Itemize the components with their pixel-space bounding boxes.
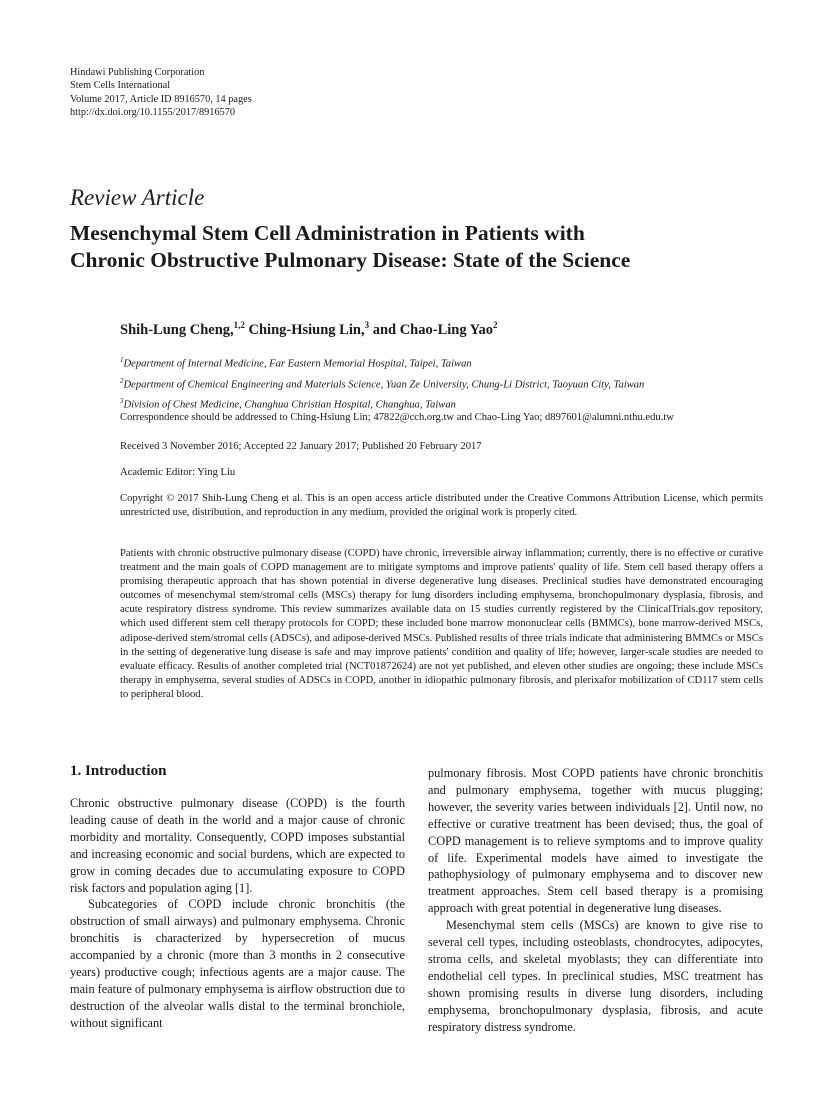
affiliation-number: 1 [120,356,124,364]
affiliation-number: 3 [120,397,124,406]
body-column-right [428,765,763,1036]
journal-header [70,66,252,120]
affiliations [120,352,644,414]
author-2: Ching-Hsiung Lin, [244,321,365,338]
title-line-2: Chronic Obstructive Pulmonary Disease: State of the Science [70,248,631,272]
affiliation-2 [120,373,644,394]
paragraph: pulmonary fibrosis. Most COPD patients have chronic bronchitis and pulmonary emphysema, together with mucus plugging; however, the severity varies between individuals [2]. Until now, no effective or curative treatment has been devised; thus, the goal of COPD management is to relieve symptoms and to improve quality of life. Experimental models have aimed to investigate the pathophysiology of pulmonary emphysema and to discover new treatment approaches. Stem cell based therapy is a promising approach with great potential in degenerative lung diseases. [428,766,763,916]
publisher-name: Hindawi Publishing Corporation [70,67,205,78]
affiliation-text: Department of Chemical Engineering and Materials Science, Yuan Ze University, Chung-Li District, Taoyuan City, Taiwan [123,379,645,391]
affiliation-number: 2 [120,376,124,385]
correspondence: Correspondence should be addressed to Ching-Hsiung Lin; 47822@cch.org.tw and Chao-Ling Yao; d897601@alumni.nthu.edu.tw [120,412,674,423]
volume-info: Volume 2017, Article ID 8916570, 14 pages [70,93,252,105]
affiliation-1 [120,352,644,373]
author-list [120,320,498,339]
doi-link[interactable]: http://dx.doi.org/10.1155/2017/8916570 [70,107,236,119]
body-column-left [70,795,405,1032]
journal-name: Stem Cells International [70,80,171,92]
section-heading-introduction: 1. Introduction [70,763,167,779]
affiliation-text: Department of Internal Medicine, Far Eastern Memorial Hospital, Taipei, Taiwan [123,358,472,370]
paper-title [70,220,770,274]
author-3-affil: 2 [493,320,498,330]
affiliation-text: Division of Chest Medicine, Changhua Christian Hospital, Changhua, Taiwan [123,400,456,411]
article-type: Review Article [70,185,205,210]
publication-dates: Received 3 November 2016; Accepted 22 January 2017; Published 20 February 2017 [120,441,482,452]
paragraph: Mesenchymal stem cells (MSCs) are known to give rise to several cell types, including osteoblasts, chondrocytes, adipocytes, stroma cells, and skeletal myoblasts; they can differentiate into endothelial cell types. In preclinical studies, MSC treatment has shown promising results in diverse lung disorders, including emphysema, bronchopulmonary dysplasia, fibrosis, and acute respiratory distress syndrome. [428,918,763,1034]
author-1-affil: 1,2 [233,320,245,330]
paragraph: Subcategories of COPD include chronic bronchitis (the obstruction of small airways) and pulmonary emphysema. Chronic bronchitis is characterized by hypersecretion of mucus accompanied by a chronic (more than 3 months in 2 consecutive years) productive cough; infectious agents are a major cause. The main feature of pulmonary emphysema is airflow obstruction due to destruction of the alveolar walls distal to the terminal bronchiole, without significant [70,897,405,1030]
abstract: Patients with chronic obstructive pulmonary disease (COPD) have chronic, irreversible airway inflammation; currently, there is no effective or curative treatment and the main goals of COPD management are to mitigate symptoms and improve patients' quality of life. Stem cell based therapy offers a promising therapeutic approach that has shown potential in diverse degenerative lung diseases. Preclinical studies have demonstrated encouraging outcomes of mesenchymal stem/stromal cells (MSCs) therapy for lung disorders including emphysema, bronchopulmonary dysplasia, fibrosis, and acute respiratory distress syndrome. This review summarizes available data on 15 studies currently registered by the ClinicalTrials.gov repository, which used different stem cell therapy protocols for COPD; these included bone marrow mononuclear cells (BMMCs), bone marrow-derived MSCs, adipose-derived stem/stromal cells (ADSCs), and adipose-derived MSCs. Published results of three trials indicate that administering BMMCs or MSCs in the setting of degenerative lung disease is safe and may improve patients' condition and quality of life; however, larger-scale studies are needed to evaluate efficacy. Results of another completed trial (NCT01872624) are not yet published, and eleven other studies are ongoing; these include MSCs therapy in emphysema, several studies of ADSCs in COPD, another in idiopathic pulmonary fibrosis, and plerixafor mobilization of CD117 stem cells to peripheral blood. [120,548,763,700]
paragraph: Chronic obstructive pulmonary disease (COPD) is the fourth leading cause of death in the world and a major cause of chronic morbidity and mortality. Consequently, COPD imposes substantial and increasing economic and social burdens, which are expected to grow in coming decades due to accumulating exposure to COPD risk factors and population aging [1]. [70,796,405,895]
author-2-affil: 3 [364,320,370,330]
author-3: and Chao-Ling Yao [369,321,494,338]
copyright-notice: Copyright © 2017 Shih-Lung Cheng et al. This is an open access article distributed under the Creative Commons Attribution License, which permits unrestricted use, distribution, and reproduction in any medium, provided the original work is properly cited. [120,493,763,519]
author-1: Shih-Lung Cheng, [120,321,234,338]
title-line-1: Mesenchymal Stem Cell Administration in Patients with [70,221,585,245]
academic-editor: Academic Editor: Ying Liu [120,467,236,478]
